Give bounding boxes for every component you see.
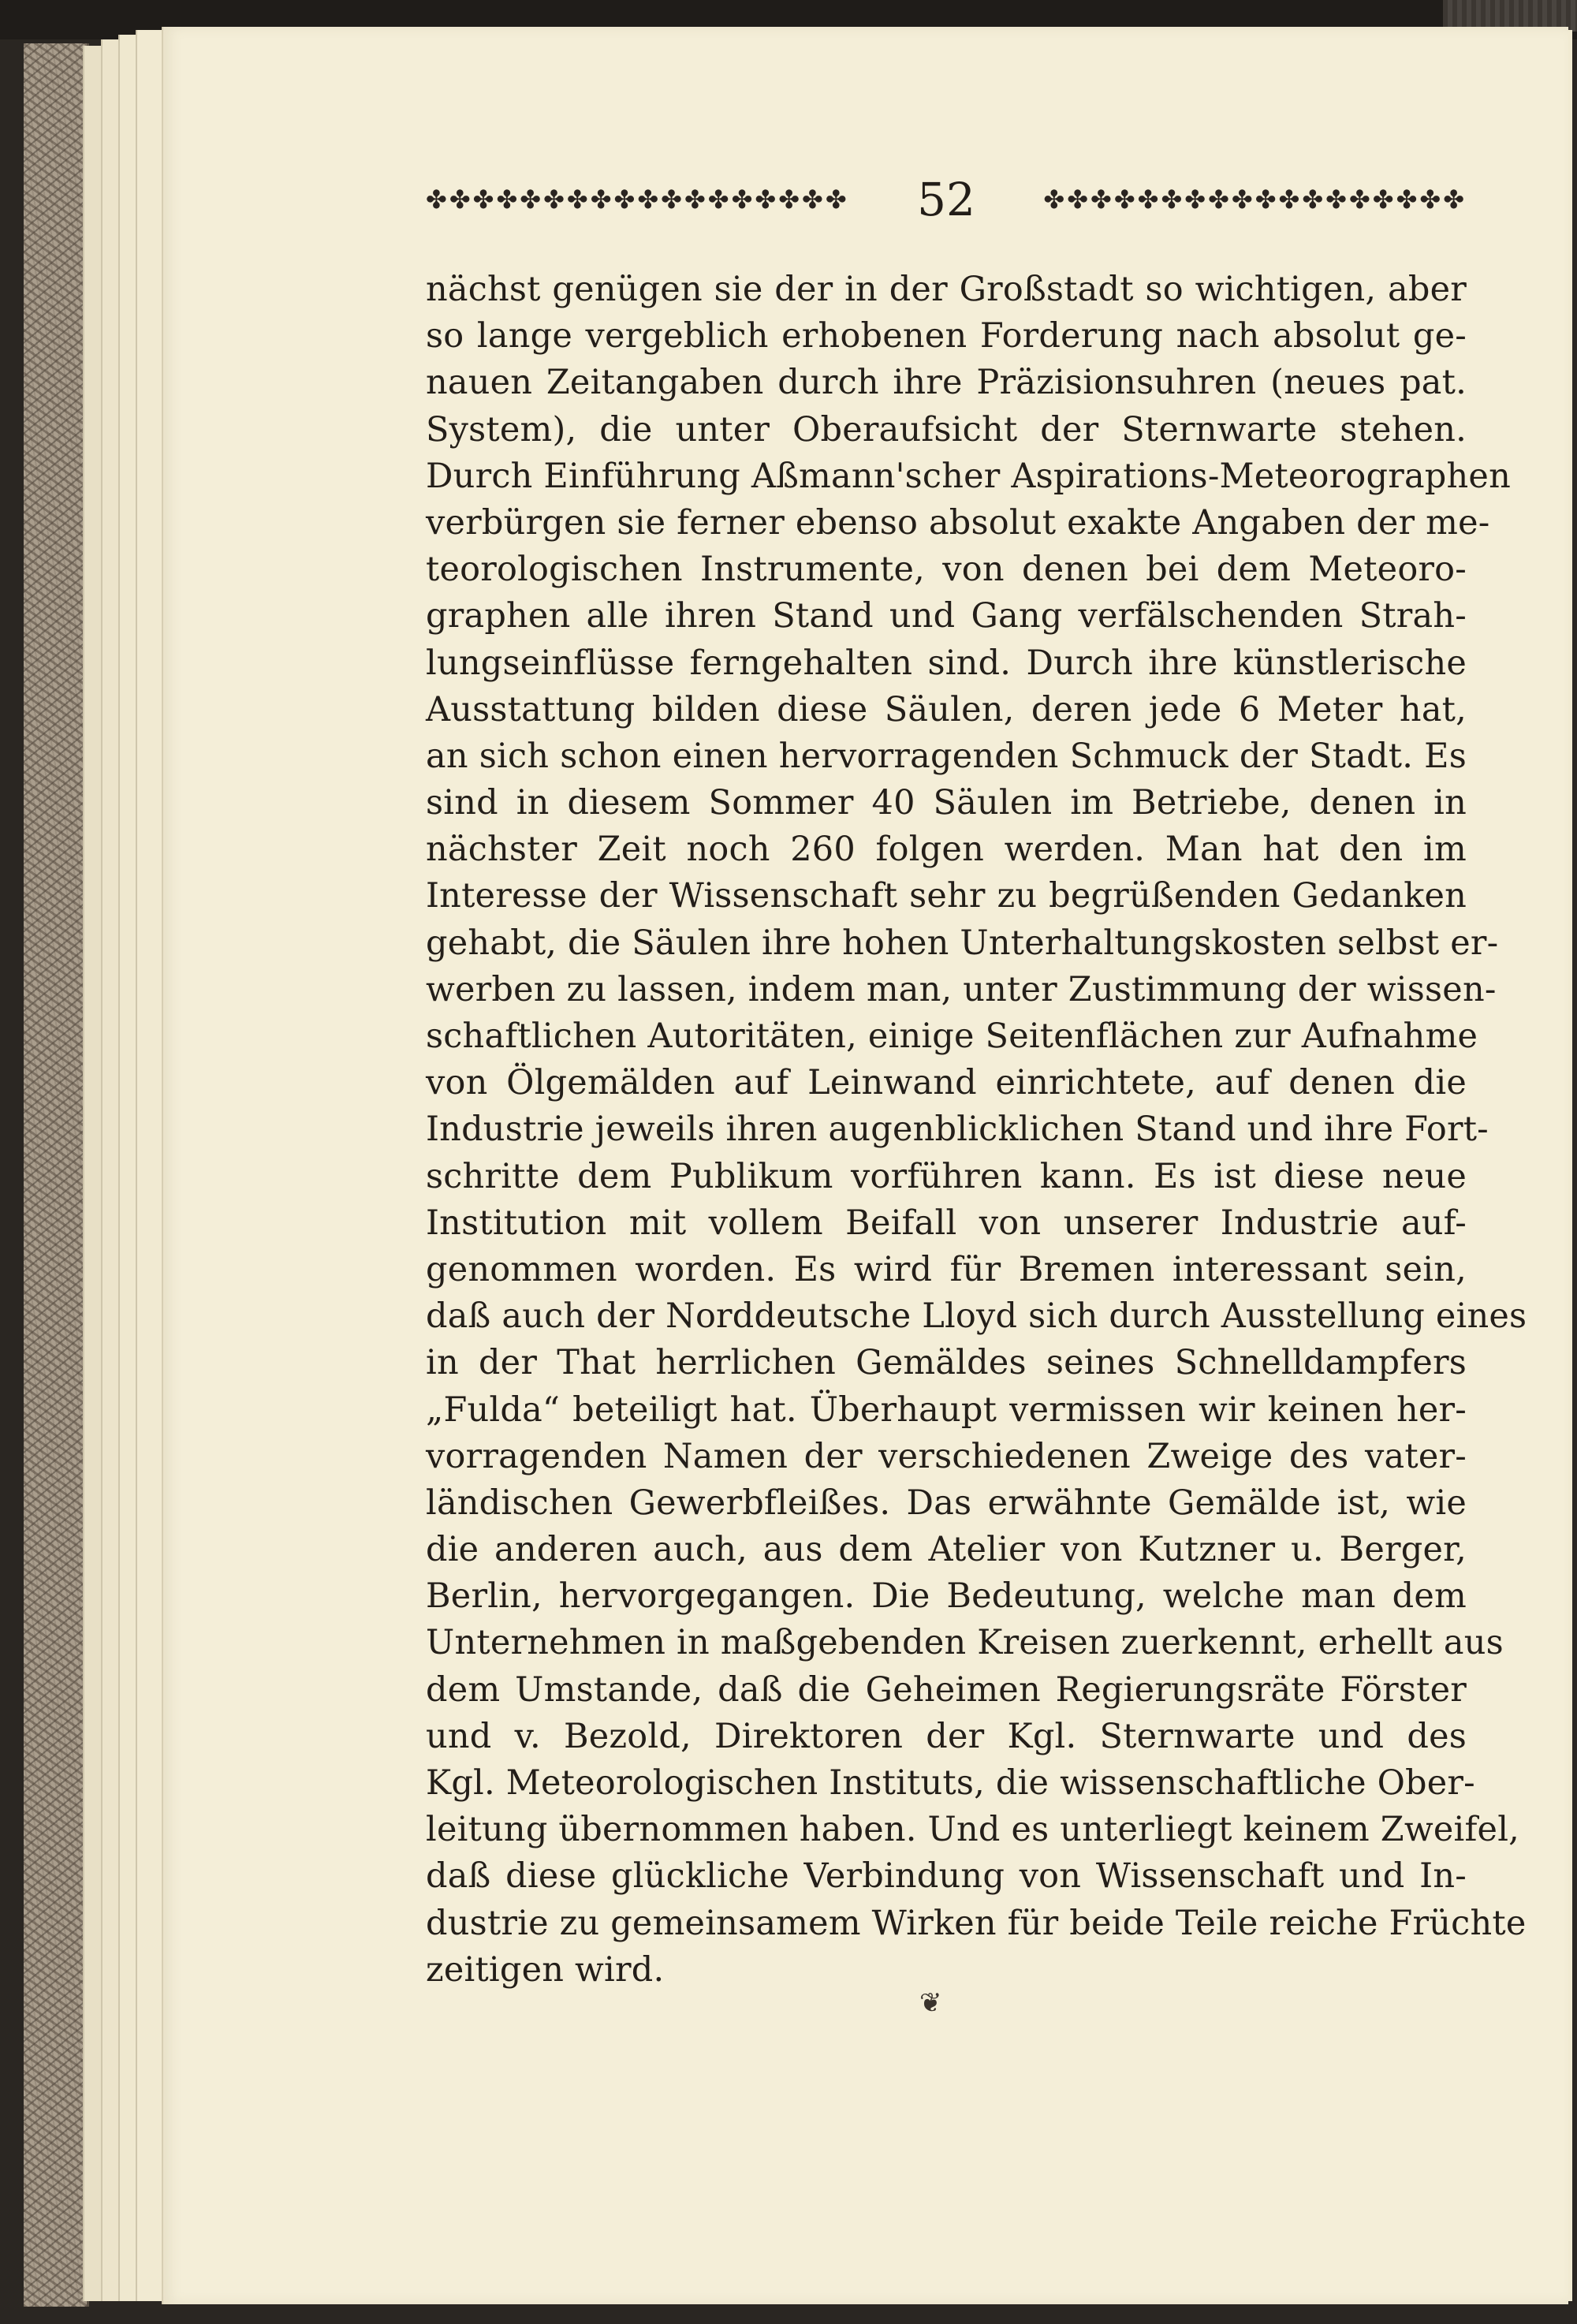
text-line: nauen Zeitangaben durch ihre Präzisionsuhren (neues pat. [426, 363, 1467, 403]
text-line: ländischen Gewerbfleißes. Das erwähnte Gemälde ist, wie [426, 1483, 1467, 1523]
text-line: Berlin, hervorgegangen. Die Bedeutung, welche man dem [426, 1576, 1467, 1617]
text-line: Interesse der Wissenschaft sehr zu begrüßenden Gedanken [426, 876, 1467, 916]
text-line: graphen alle ihren Stand und Gang verfälschenden Strah- [426, 596, 1467, 636]
text-line: so lange vergeblich erhobenen Forderung nach absolut ge- [426, 316, 1467, 356]
text-line: in der That herrlichen Gemäldes seines Schnelldampfers [426, 1343, 1467, 1383]
text-line: „Fulda“ beteiligt hat. Überhaupt vermissen wir keinen her- [426, 1390, 1467, 1430]
header-ornament-right: ✤✤✤✤✤✤✤✤✤✤✤✤✤✤✤✤✤✤ [1043, 185, 1467, 214]
text-line: Industrie jeweils ihren augenblicklichen Stand und ihre Fort- [426, 1110, 1489, 1150]
text-line: werben zu lassen, indem man, unter Zustimmung der wissen- [426, 969, 1497, 1009]
text-line: schaftlichen Autoritäten, einige Seitenflächen zur Aufnahme [426, 1017, 1478, 1056]
text-line: daß diese glückliche Verbindung von Wissenschaft und In- [426, 1856, 1467, 1897]
text-line: System), die unter Oberaufsicht der Sternwarte stehen. [426, 409, 1467, 450]
body-text [426, 267, 1527, 1994]
text-line: Ausstattung bilden diese Säulen, deren jede 6 Meter hat, [426, 689, 1467, 729]
text-line: teorologischen Instrumente, von denen bei dem Meteoro- [426, 550, 1467, 590]
text-line: daß auch der Norddeutsche Lloyd sich durch Ausstellung eines [426, 1296, 1527, 1337]
text-line: und v. Bezold, Direktoren der Kgl. Sternwarte und des [426, 1716, 1467, 1756]
text-line: nächst genügen sie der in der Großstadt so wichtigen, aber [426, 270, 1467, 309]
text-line: Institution mit vollem Beifall von unserer Industrie auf- [426, 1203, 1467, 1243]
text-line: nächster Zeit noch 260 folgen werden. Man hat den im [426, 830, 1467, 870]
text-line: die anderen auch, aus dem Atelier von Kutzner u. Berger, [426, 1530, 1467, 1570]
book-cover-edge [24, 43, 89, 2307]
text-line: dem Umstande, daß die Geheimen Regierungsräte Förster [426, 1669, 1467, 1710]
text-line: zeitigen wird. [426, 1949, 665, 1990]
text-line: verbürgen sie ferner ebenso absolut exakte Angaben der me- [426, 502, 1490, 543]
page-number: 52 [917, 173, 975, 226]
text-line: schritte dem Publikum vorführen kann. Es ist diese neue [426, 1156, 1467, 1196]
fleuron-icon: ❦ [919, 1987, 942, 2019]
text-line: genommen worden. Es wird für Bremen interessant sein, [426, 1249, 1467, 1289]
text-line: gehabt, die Säulen ihre hohen Unterhaltungskosten selbst er- [426, 923, 1499, 963]
text-line: Kgl. Meteorologischen Instituts, die wissenschaftliche Ober- [426, 1763, 1475, 1803]
page-header [426, 172, 1467, 227]
text-line: dustrie zu gemeinsamem Wirken für beide Teile reiche Früchte [426, 1903, 1527, 1943]
text-line: vorragenden Namen der verschiedenen Zweige des vater- [426, 1436, 1467, 1476]
text-line: an sich schon einen hervorragenden Schmuck der Stadt. Es [426, 736, 1467, 776]
text-line: lungseinflüsse ferngehalten sind. Durch ihre künstlerische [426, 643, 1467, 683]
text-line: von Ölgemälden auf Leinwand einrichtete, auf denen die [426, 1063, 1467, 1103]
header-ornament-left: ✤✤✤✤✤✤✤✤✤✤✤✤✤✤✤✤✤✤ [426, 185, 849, 214]
text-line: leitung übernommen haben. Und es unterliegt keinem Zweifel, [426, 1810, 1520, 1850]
text-line: sind in diesem Sommer 40 Säulen im Betriebe, denen in [426, 783, 1467, 823]
text-line: Durch Einführung Aßmann'scher Aspirations-Meteorographen [426, 456, 1511, 496]
text-line: Unternehmen in maßgebenden Kreisen zuerkennt, erhellt aus [426, 1623, 1504, 1663]
